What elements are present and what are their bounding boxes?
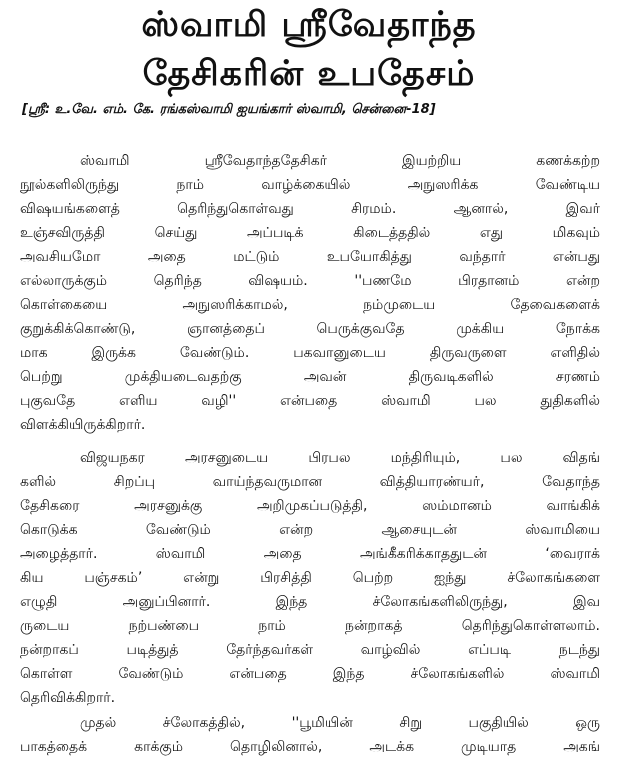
text-line: உஞ்சவிருத்தி செய்து அப்படிக் கிடைத்ததில் எது மிகவும் — [20, 225, 600, 241]
text-line: அவசியமோ அதை மட்டும் உபயோகித்து வந்தார் என்பது — [20, 249, 600, 265]
article-title-line-1: ஸ்வாமி ஸ்ரீவேதாந்த — [141, 5, 477, 45]
text-line: மாக இருக்க வேண்டும். பகவானுடைய திருவருளை எளிதில் — [20, 345, 600, 361]
text-line: நூல்களிலிருந்து நாம் வாழ்க்கையில் அநுஸரிக்க வேண்டிய — [20, 177, 600, 193]
text-line: நன்றாகப் படித்துத் தேர்ந்தவர்கள் வாழ்வில் எப்படி நடந்து — [20, 642, 600, 658]
text-line: தேசிகரை அரசனுக்கு அறிமுகப்படுத்தி, ஸம்மானம் வாங்கிக் — [20, 498, 600, 514]
text-line: அழைத்தார். ஸ்வாமி அதை அங்கீகரிக்காததுடன் ‘வைராக் — [20, 546, 600, 562]
text-line: புகுவதே எளிய வழி'' என்பதை ஸ்வாமி பல துதிகளில் — [20, 393, 600, 409]
text-line: தெரிவிக்கிறார். — [20, 690, 116, 706]
text-line: பாகத்தைக் காக்கும் தொழிலினால், அடக்க முடியாத அகங் — [20, 739, 600, 755]
text-line: கொள்கையை அநுஸரிக்காமல், நம்முடைய தேவைகளைக் — [20, 297, 600, 313]
text-line: களில் சிறப்பு வாய்ந்தவருமான வித்தியாரண்யர், வேதாந்த — [20, 474, 600, 490]
text-line: கொள்ள வேண்டும் என்பதை இந்த ச்லோகங்களில் ஸ்வாமி — [20, 666, 600, 682]
text-line: விஜயநகர அரசனுடைய பிரபல மந்திரியும், பல விதங் — [80, 450, 600, 466]
text-line: கொடுக்க வேண்டும் என்ற ஆசையுடன் ஸ்வாமியை — [20, 522, 600, 538]
text-line: கிய பஞ்சகம்’ என்று பிரசித்தி பெற்ற ஐந்து ச்லோகங்களை — [20, 570, 600, 586]
text-line: ருடைய நற்பண்பை நாம் நன்றாகத் தெரிந்துகொள்ளலாம். — [20, 618, 600, 634]
text-line: முதல் ச்லோகத்தில், ''பூமியின் சிறு பகுதியில் ஒரு — [80, 715, 600, 731]
text-line: விளக்கியிருக்கிறார். — [20, 417, 146, 433]
text-line: விஷயங்களைத் தெரிந்துகொள்வது சிரமம். ஆனால், இவர் — [20, 201, 600, 217]
author-byline: [ஸ்ரீ: உ.வே. எம். கே. ரங்கஸ்வாமி ஐயங்கார் ஸ்வாமி, சென்னை-18] — [22, 102, 436, 117]
text-line: ஸ்வாமி ஸ்ரீவேதாந்ததேசிகர் இயற்றிய கணக்கற்ற — [80, 153, 600, 169]
text-line: எல்லாருக்கும் தெரிந்த விஷயம். ''பணமே பிரதானம் என்ற — [20, 273, 600, 289]
text-line: குறுக்கிக்கொண்டு, ஞானத்தைப் பெருக்குவதே முக்கிய நோக்க — [20, 321, 600, 337]
text-line: பெற்று முக்தியடைவதற்கு அவன் திருவடிகளில் சரணம் — [20, 369, 600, 385]
article-title-line-2: தேசிகரின் உபதேசம் — [142, 54, 476, 94]
text-line: எழுதி அனுப்பினார். இந்த ச்லோகங்களிலிருந்து, இவ — [20, 594, 600, 610]
